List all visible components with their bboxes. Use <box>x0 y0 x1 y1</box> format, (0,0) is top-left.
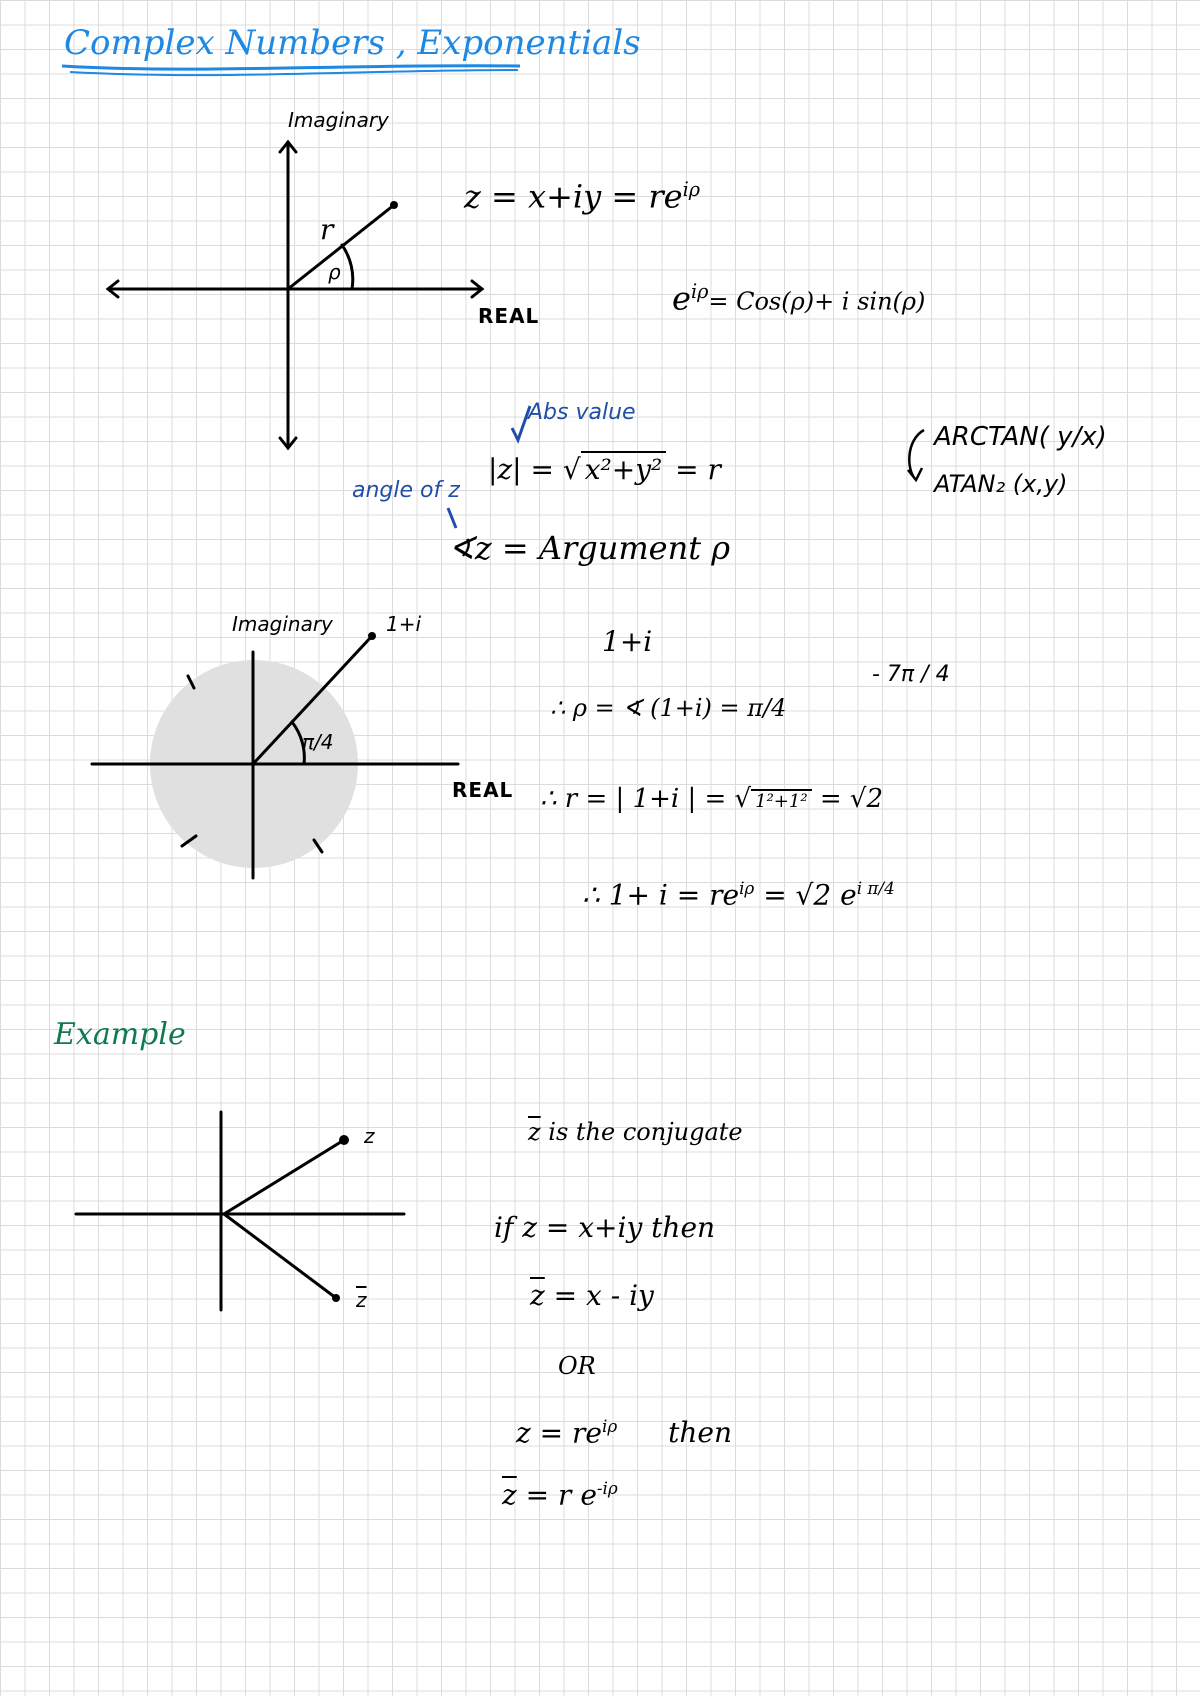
example-heading: Example <box>54 1017 186 1052</box>
point-z-3 <box>339 1135 349 1145</box>
angle-label-2: π/4 <box>302 730 334 754</box>
abs-value-formula: |z| = √ x²+y² = r <box>488 453 721 486</box>
euler-formula: $e^{i\rho}= Cos(\rho)+ i$ sin(ρ) <box>672 279 926 318</box>
atan2-note: ATAN₂ (x,y) <box>934 470 1068 498</box>
conjugate-definition: $\overline{z}$ is the conjugate <box>528 1118 743 1146</box>
y-axis-label-2: Imaginary <box>232 612 333 636</box>
rho-line: ∴ ρ = ∢ (1+i) = π/4 <box>550 694 787 722</box>
z-definition: $z = x+iy = re^{i\rho}$ <box>464 177 700 216</box>
example-number: 1+i <box>602 625 653 658</box>
page-title: Complex Numbers , Exponentials <box>64 23 641 63</box>
radius-label: r <box>320 213 334 246</box>
x-axis-label-2: REAL <box>452 778 514 802</box>
y-axis-label: Imaginary <box>288 108 389 132</box>
z-point-label: z <box>364 1124 375 1148</box>
alt-angle-note: - 7π / 4 <box>872 662 950 687</box>
conjugate-if-line: if z = x+iy then <box>494 1211 716 1244</box>
or-label: OR <box>558 1352 596 1380</box>
vector-z <box>224 1140 344 1214</box>
conjugate-polar: $\overline{z} = r$ $e^{-i\rho}$ <box>502 1478 618 1512</box>
point-label-1-plus-i: 1+i <box>386 612 422 636</box>
r-line: ∴ r = | 1+i | = √ 1²+1² = √2 <box>540 784 883 814</box>
arctan-note: ARCTAN( y/x) <box>934 422 1107 452</box>
z-conjugate-point-label: $\overline{z}$ <box>356 1288 367 1312</box>
angle-of-z-note: angle of z <box>352 478 460 503</box>
abs-value-note: Abs value <box>528 400 636 425</box>
conjugate-cartesian: $\overline{z} = x$ - iy <box>530 1279 654 1312</box>
vector-z-conjugate <box>224 1214 336 1298</box>
angle-label: ρ <box>328 260 341 284</box>
final-result: ∴ $1+ i = re^{i\rho} = √2$ $e^{i \pi/4}$ <box>582 878 895 912</box>
x-axis-label: REAL <box>478 304 540 328</box>
conjugate-polar-if: $z = re^{i\rho}$ then <box>516 1416 732 1450</box>
point-z-conjugate <box>332 1294 340 1302</box>
argument-formula: ∢z = Argument ρ <box>448 529 731 567</box>
